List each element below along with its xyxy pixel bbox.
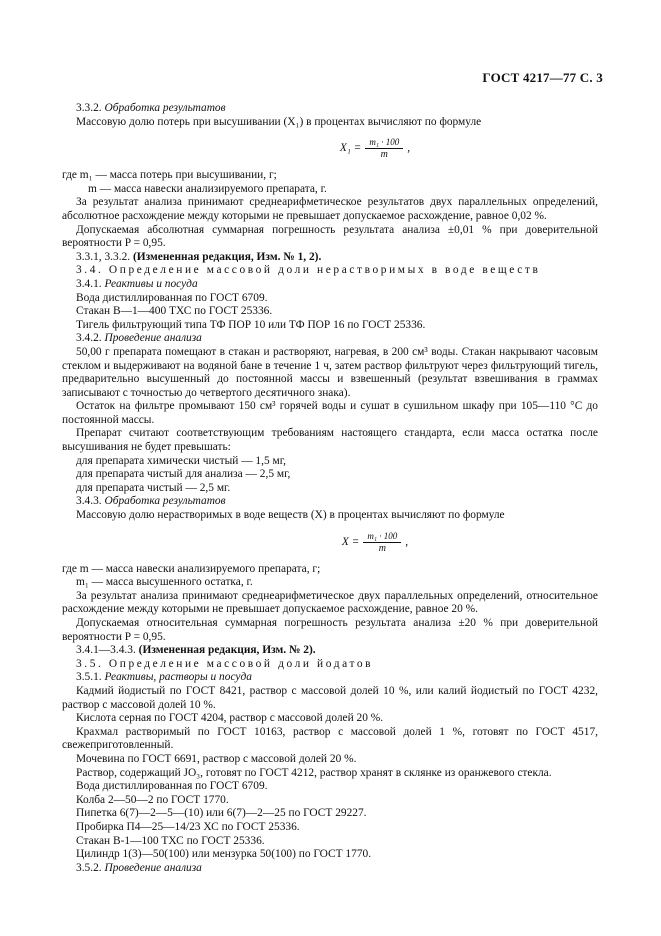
formula-tail: ,: [407, 142, 411, 155]
list-item: Цилиндр 1(3)—50(100) или мензурка 50(100) по ГОСТ 1770.: [76, 848, 372, 861]
paragraph: 50,00 г препарата помещают в стакан и растворяют, нагревая, в 200 см³ воды. Стакан накрывают часовым стеклом и выдерживают на водяной бане в течение 1 ч, затем раствор фильтруют через фильтрующий тигель, предварительно высушенный до постоянной массы и взвешенный (результат взвешивания в граммах записывают с точностью до четвертого десятичного знака).: [62, 345, 598, 399]
section-heading: [62, 495, 598, 509]
section-heading: [62, 102, 598, 116]
paragraph: Остаток на фильтре промывают 150 см³ горячей воды и сушат в сушильном шкафу при 105—110 °С до постоянной массы.: [62, 400, 598, 426]
formula-lhs: X =: [341, 535, 360, 548]
formula-fraction: [365, 137, 403, 161]
paragraph: Массовую долю нерастворимых в воде веществ (X) в процентах вычисляют по формуле: [76, 509, 505, 522]
amendment-text: (Измененная редакция, Изм. № 1, 2).: [132, 250, 322, 263]
amendment-text: (Измененная редакция, Изм. № 2).: [138, 644, 316, 657]
amendment-note: [62, 644, 598, 658]
list-item: Стакан В-1—100 ТХС по ГОСТ 25336.: [76, 834, 265, 847]
paragraph: Препарат считают соответствующим требованиям настоящего стандарта, если масса остатка после высушивания не будет превышать:: [62, 427, 598, 454]
formula-lhs: X₁ =: [339, 142, 362, 155]
paragraph: За результат анализа принимают среднеарифметическое результатов двух параллельных определений, абсолютное расхождение между которыми не превышает допускаемое расхождение, равное 0,02 %.: [62, 196, 598, 222]
section-title: Обработка результатов: [104, 102, 226, 114]
where-line: m₁ — масса высушенного остатка, г.: [76, 576, 253, 589]
amendment-ref: 3.4.1—3.4.3.: [76, 644, 136, 657]
section-heading: [62, 332, 598, 346]
formula-numerator: m₁ · 100: [369, 137, 400, 148]
list-item: Вода дистиллированная по ГОСТ 6709.: [76, 780, 268, 793]
page-header: ГОСТ 4217—77 С. 3: [482, 70, 603, 85]
section-number: 3.4.1.: [76, 277, 102, 290]
list-item: Кадмий йодистый по ГОСТ 8421, раствор с массовой долей 10 %, или калий йодистый по ГОСТ 4232, раствор с массовой долей 10 %.: [62, 684, 598, 711]
paragraph: Массовую долю потерь при высушивании (X₁) в процентах вычисляют по формуле: [76, 115, 482, 128]
paragraph: Допускаемая относительная суммарная погрешность результата анализа ±20 % при доверительной вероятности P = 0,95.: [62, 617, 598, 643]
amendment-ref: 3.3.1, 3.3.2.: [76, 250, 131, 263]
list-item: Кислота серная по ГОСТ 4204, раствор с массовой долей 20 %.: [76, 712, 384, 725]
section-number: 3.3.2.: [76, 102, 102, 114]
where-line: где m — масса навески анализируемого препарата, г;: [62, 562, 321, 575]
list-item: Пробирка П4—25—14/23 ХС по ГОСТ 25336.: [76, 820, 300, 833]
list-item: Тигель фильтрующий типа ТФ ПОР 10 или ТФ ПОР 16 по ГОСТ 25336.: [76, 318, 426, 331]
paragraph: Допускаемая абсолютная суммарная погрешность результата анализа ±0,01 % при доверительной вероятности P = 0,95.: [62, 223, 598, 250]
formula-denominator: m: [380, 149, 388, 161]
formula-1: [152, 133, 598, 165]
formula-tail: ,: [405, 535, 409, 548]
list-item: для препарата чистый — 2,5 мг.: [76, 481, 231, 494]
formula-fraction: [363, 531, 401, 555]
formula-2: [152, 527, 598, 559]
list-item: Стакан В—1—400 ТХС по ГОСТ 25336.: [76, 305, 273, 318]
amendment-note: [62, 251, 598, 265]
list-item: Раствор, содержащий JO₃, готовят по ГОСТ 4212, раствор хранят в склянке из оранжевого стекла.: [76, 766, 552, 779]
where-line: где m₁ — масса потерь при высушивании, г;: [62, 169, 277, 182]
paragraph: За результат анализа принимают среднеарифметическое двух параллельных определений, относительное расхождение между которыми не превышает допускаемое расхождение, равное 20 %.: [62, 589, 598, 616]
list-item: для препарата чистый для анализа — 2,5 мг,: [76, 468, 291, 481]
list-item: Мочевина по ГОСТ 6691, раствор с массовой долей 20 %.: [76, 752, 357, 765]
section-title: Реактивы и посуда: [104, 277, 198, 290]
formula-numerator: m₁ · 100: [367, 530, 398, 541]
section-number: 3.5.1.: [76, 671, 102, 684]
section-heading: [62, 671, 598, 685]
section-number: 3.5.2.: [76, 861, 102, 874]
list-item: для препарата химически чистый — 1,5 мг,: [76, 454, 286, 467]
section-title: Реактивы, растворы и посуда: [104, 671, 252, 684]
section-title: Обработка результатов: [104, 495, 226, 508]
section-title: 3.5. Определение массовой доли йодатов: [76, 657, 374, 670]
list-item: Крахмал растворимый по ГОСТ 10163, раствор с массовой долей 1 %, готовят по ГОСТ 4517, свежеприготовленный.: [62, 725, 598, 752]
section-title: Проведение анализа: [104, 861, 202, 874]
section-heading: [62, 862, 598, 876]
section-heading: [62, 278, 598, 292]
section-number: 3.4.2.: [76, 332, 102, 345]
list-item: Вода дистиллированная по ГОСТ 6709.: [76, 291, 268, 304]
section-number: 3.4.3.: [76, 495, 102, 508]
document-body: [62, 102, 598, 875]
formula-denominator: m: [378, 542, 386, 554]
section-title: Проведение анализа: [104, 332, 202, 345]
list-item: Пипетка 6(7)—2—5—(10) или 6(7)—2—25 по ГОСТ 29227.: [76, 807, 367, 820]
list-item: Колба 2—50—2 по ГОСТ 1770.: [76, 793, 229, 806]
where-line: m — масса навески анализируемого препарата, г.: [88, 182, 327, 195]
section-title: 3.4. Определение массовой доли нерастворимых в воде веществ: [76, 264, 541, 277]
